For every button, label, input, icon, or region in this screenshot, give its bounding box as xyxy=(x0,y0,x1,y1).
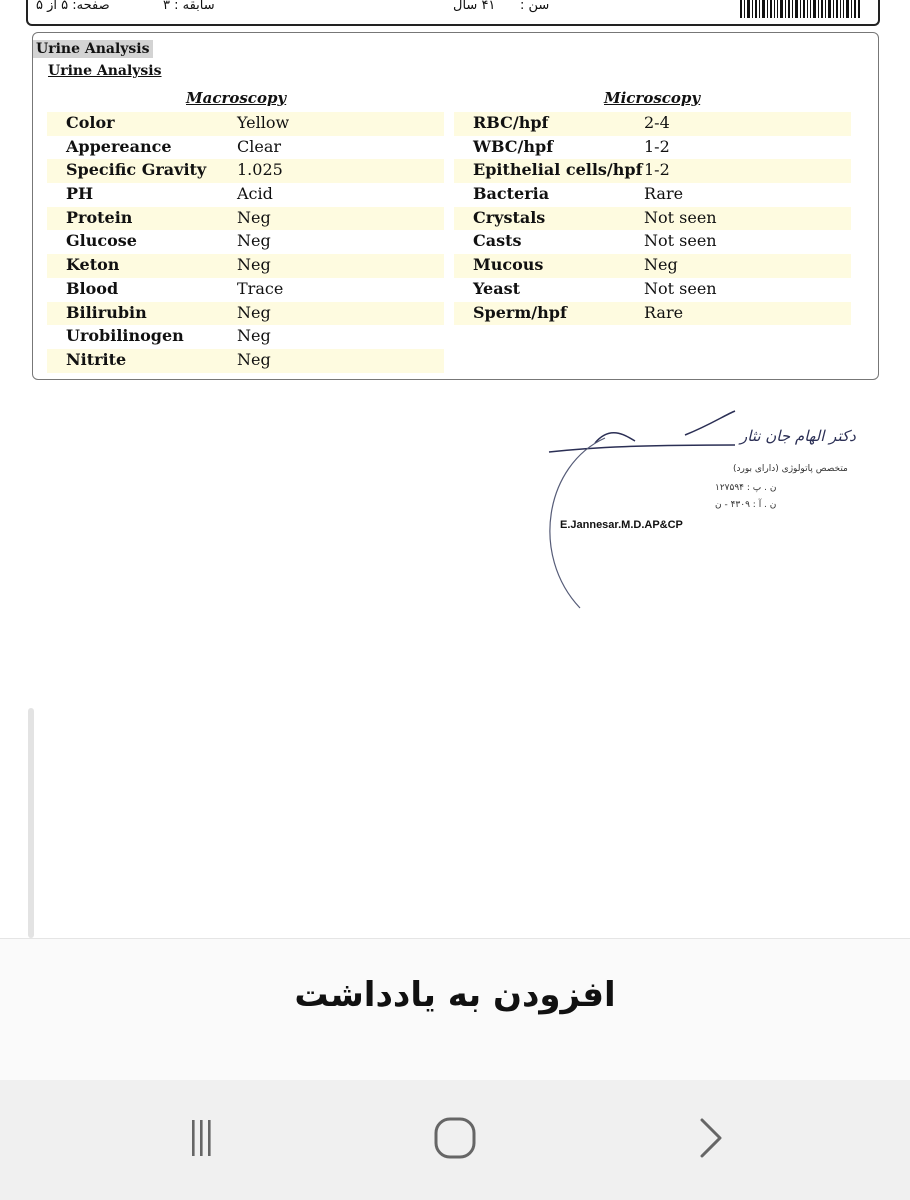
add-to-note-button[interactable]: افزودن به یادداشت xyxy=(294,975,616,1015)
row-label: Blood xyxy=(66,278,119,298)
back-icon xyxy=(690,1116,730,1160)
table-row xyxy=(47,302,444,326)
license-number-1: ن . پ : ۱۲۷۵۹۴ xyxy=(715,483,777,493)
row-value: Neg xyxy=(237,326,271,346)
table-row xyxy=(47,230,444,254)
table-row xyxy=(47,207,444,231)
row-label: Color xyxy=(66,113,115,132)
signature-stroke xyxy=(549,411,735,452)
row-label: Crystals xyxy=(473,207,546,227)
record-number: سابقه : ۳ xyxy=(163,0,215,13)
row-label: Glucose xyxy=(66,231,137,251)
microscopy-table xyxy=(454,112,851,325)
table-row xyxy=(454,302,851,326)
table-row xyxy=(47,136,444,160)
row-value: Rare xyxy=(644,302,684,322)
row-value: Yellow xyxy=(237,113,290,132)
subsection-title: Urine Analysis xyxy=(48,63,162,79)
table-row xyxy=(454,207,851,231)
table-row xyxy=(454,159,851,183)
row-label: RBC/hpf xyxy=(473,113,549,132)
row-value: Acid xyxy=(237,184,273,204)
row-label: Keton xyxy=(66,255,120,275)
row-label: Mucous xyxy=(473,255,544,275)
row-value: Neg xyxy=(237,302,271,322)
row-label: Casts xyxy=(473,231,522,251)
row-label: Epithelial cells/hpf xyxy=(473,160,643,180)
doctor-signature-stamp xyxy=(535,405,856,615)
row-value: 1-2 xyxy=(644,160,670,180)
table-row xyxy=(454,136,851,160)
row-label: Yeast xyxy=(473,278,520,298)
table-row xyxy=(454,112,851,136)
row-value: Trace xyxy=(237,278,284,298)
urine-analysis-panel xyxy=(32,32,879,380)
table-row xyxy=(454,183,851,207)
macroscopy-table xyxy=(47,112,444,373)
section-title: Urine Analysis xyxy=(33,40,153,58)
row-label: Protein xyxy=(66,207,133,227)
row-value: Neg xyxy=(237,349,271,369)
macroscopy-heading: Macroscopy xyxy=(186,89,287,107)
row-label: Urobilinogen xyxy=(66,326,184,346)
row-label: Nitrite xyxy=(66,349,127,369)
table-row xyxy=(47,183,444,207)
home-button[interactable] xyxy=(425,1108,485,1168)
table-row xyxy=(47,278,444,302)
row-value: 1-2 xyxy=(644,136,670,156)
recent-apps-button[interactable] xyxy=(171,1108,231,1168)
table-row xyxy=(47,159,444,183)
table-row xyxy=(47,254,444,278)
doctor-title-fa: متخصص پاتولوژی (دارای بورد) xyxy=(733,464,848,474)
system-navigation-bar xyxy=(0,1080,910,1200)
table-row xyxy=(454,254,851,278)
row-label: Specific Gravity xyxy=(66,160,207,180)
row-value: 2-4 xyxy=(644,113,670,132)
row-value: Not seen xyxy=(644,207,717,227)
row-value: Clear xyxy=(237,136,282,156)
microscopy-heading: Microscopy xyxy=(604,89,701,107)
age-value: ۴۱ سال xyxy=(453,0,496,13)
table-row xyxy=(454,230,851,254)
row-label: Bacteria xyxy=(473,184,550,204)
doctor-name-en: E.Jannesar.M.D.AP&CP xyxy=(560,519,683,531)
bottom-sheet xyxy=(0,938,910,1081)
back-button[interactable] xyxy=(680,1108,740,1168)
recent-apps-icon xyxy=(181,1118,221,1158)
row-label: Appereance xyxy=(66,136,172,156)
row-label: PH xyxy=(66,184,94,204)
row-value: Neg xyxy=(237,207,271,227)
table-row xyxy=(47,325,444,349)
age-label: سن : xyxy=(520,0,550,13)
row-label: Bilirubin xyxy=(66,302,147,322)
home-icon xyxy=(433,1116,477,1160)
doctor-name-fa: دکتر الهام جان نثار xyxy=(740,427,856,445)
row-value: Rare xyxy=(644,184,684,204)
table-row xyxy=(47,112,444,136)
row-value: Not seen xyxy=(644,231,717,251)
row-value: Not seen xyxy=(644,278,717,298)
row-value: 1.025 xyxy=(237,160,283,180)
row-value: Neg xyxy=(237,231,271,251)
row-value: Neg xyxy=(237,255,271,275)
license-number-2: ن . آ : ۴۳۰۹ - ن xyxy=(715,500,777,510)
row-value: Neg xyxy=(644,255,678,275)
row-label: Sperm/hpf xyxy=(473,302,567,322)
table-row xyxy=(454,278,851,302)
table-row xyxy=(47,349,444,373)
page-number: صفحه: ۵ از ۵ xyxy=(36,0,110,13)
row-label: WBC/hpf xyxy=(473,136,554,156)
scroll-indicator[interactable] xyxy=(28,708,34,938)
report-header xyxy=(26,0,880,26)
barcode-icon xyxy=(740,0,860,18)
